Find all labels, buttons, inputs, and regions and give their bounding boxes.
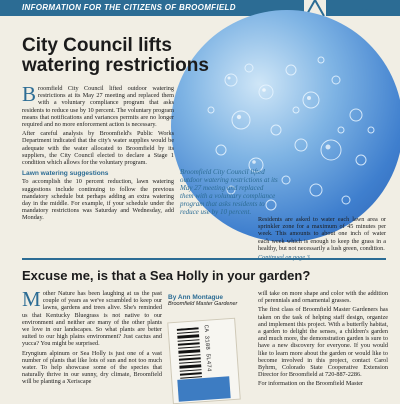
- paragraph-text: other Nature has been laughing at us the past couple of years as we've scrambled to keep our lawns, gardens and trees alive. She's reminded us that Kentucky Bluegrass is not native to our environment and neither are many of the other plants we love in our landscapes. So what plants are better suited to our high plains environment? Just cactus and yucca? You might be surprised.: [22, 290, 162, 348]
- article2-headline: Excuse me, is that a Sea Holly in your garden?: [22, 268, 311, 283]
- paragraph-text: roomfield City Council lifted outdoor watering restrictions at its May 27 meeting and replaced them with a voluntary compliance program that asks residents to reduce use by 10 percent. The voluntary program means that notifications and variances permits are no longer required and no more enforcement action is necessary.: [22, 85, 174, 129]
- drop-cap: B: [22, 82, 37, 106]
- article-paragraph: To accomplish the 10 percent reduction, lawn watering suggestions include continuing to follow the previous mandatory schedule but perhaps adding an extra watering day in the middle. For example, if your schedule under the mandatory restrictions was Saturday and Wednesday, add Monday.: [22, 178, 174, 222]
- article-paragraph: The first class of Broomfield Master Gardeners has taken on the task of helping staff design, organize and implement this project. With a butterfly habitat, a garden to delight the senses, a children's garden and much more, the demonstration garden is sure to have a new discovery for everyone. If you would like to learn more about the garden or would like to become involved in this project, contact Carol Byhrm, Colorado State Cooperative Extension Director for Broomfield at 720-887-2286.: [258, 306, 388, 379]
- barcode-number: CA 3108 5L474: [202, 324, 213, 372]
- section-divider: [22, 258, 386, 260]
- article-column-1: [22, 82, 174, 224]
- article-paragraph: [22, 82, 174, 129]
- section-subhead: Lawn watering suggestions: [22, 170, 109, 178]
- drop-cap: M: [22, 287, 41, 311]
- article2-column-3: [258, 290, 388, 390]
- article-paragraph: will take on more shape and color with the addition of perennials and ornamental grasses.: [258, 290, 388, 305]
- headline-line-2: watering restrictions: [22, 55, 209, 76]
- pull-quote: Broomfield City Council lifted outdoor watering restrictions at its May 27 meeting and replaced them with a voluntary compliance program that asks residents to reduce use by 10 percent.: [180, 168, 278, 216]
- byline-author: By Ann Montague: [168, 294, 224, 301]
- byline-role: Broomfield Master Gardener: [168, 301, 238, 307]
- byline: [168, 294, 258, 308]
- article-paragraph: After careful analysis by Broomfield's Public Works Department indicated that the city's water supplies would be adequate with the water allocated to Broomfield by its suppliers, the City Council elected to declare a Stage 1 condition which allows for the voluntary program.: [22, 130, 174, 167]
- sticker-strip: [177, 376, 230, 402]
- article-paragraph: Residents are asked to water each lawn area or sprinkler zone for a maximum of 45 minutes per week. This amounts to about one inch of water each week which is enough to keep the grass in a healthy, but not necessarily a lush green, condition.: [258, 216, 386, 252]
- article-paragraph: For information on the Broomfield Master: [258, 380, 363, 388]
- article-paragraph: [22, 287, 162, 348]
- article-headline: [22, 36, 272, 76]
- article-paragraph: Eryngium alpinum or Sea Holly is just one of a vast number of plants that like lots of sun and not too much water. To help showcase some of the species that naturally thrive in our sunny, dry climate, Broomfield will be planting a Xeriscape: [22, 349, 162, 386]
- article2-column-1: [22, 287, 162, 388]
- masthead-tagline: INFORMATION FOR THE CITIZENS OF BROOMFIELD: [22, 3, 236, 12]
- headline-line-1: City Council lifts: [22, 35, 172, 56]
- masthead-word: Virus: [358, 8, 374, 15]
- article-column-3: [258, 216, 386, 263]
